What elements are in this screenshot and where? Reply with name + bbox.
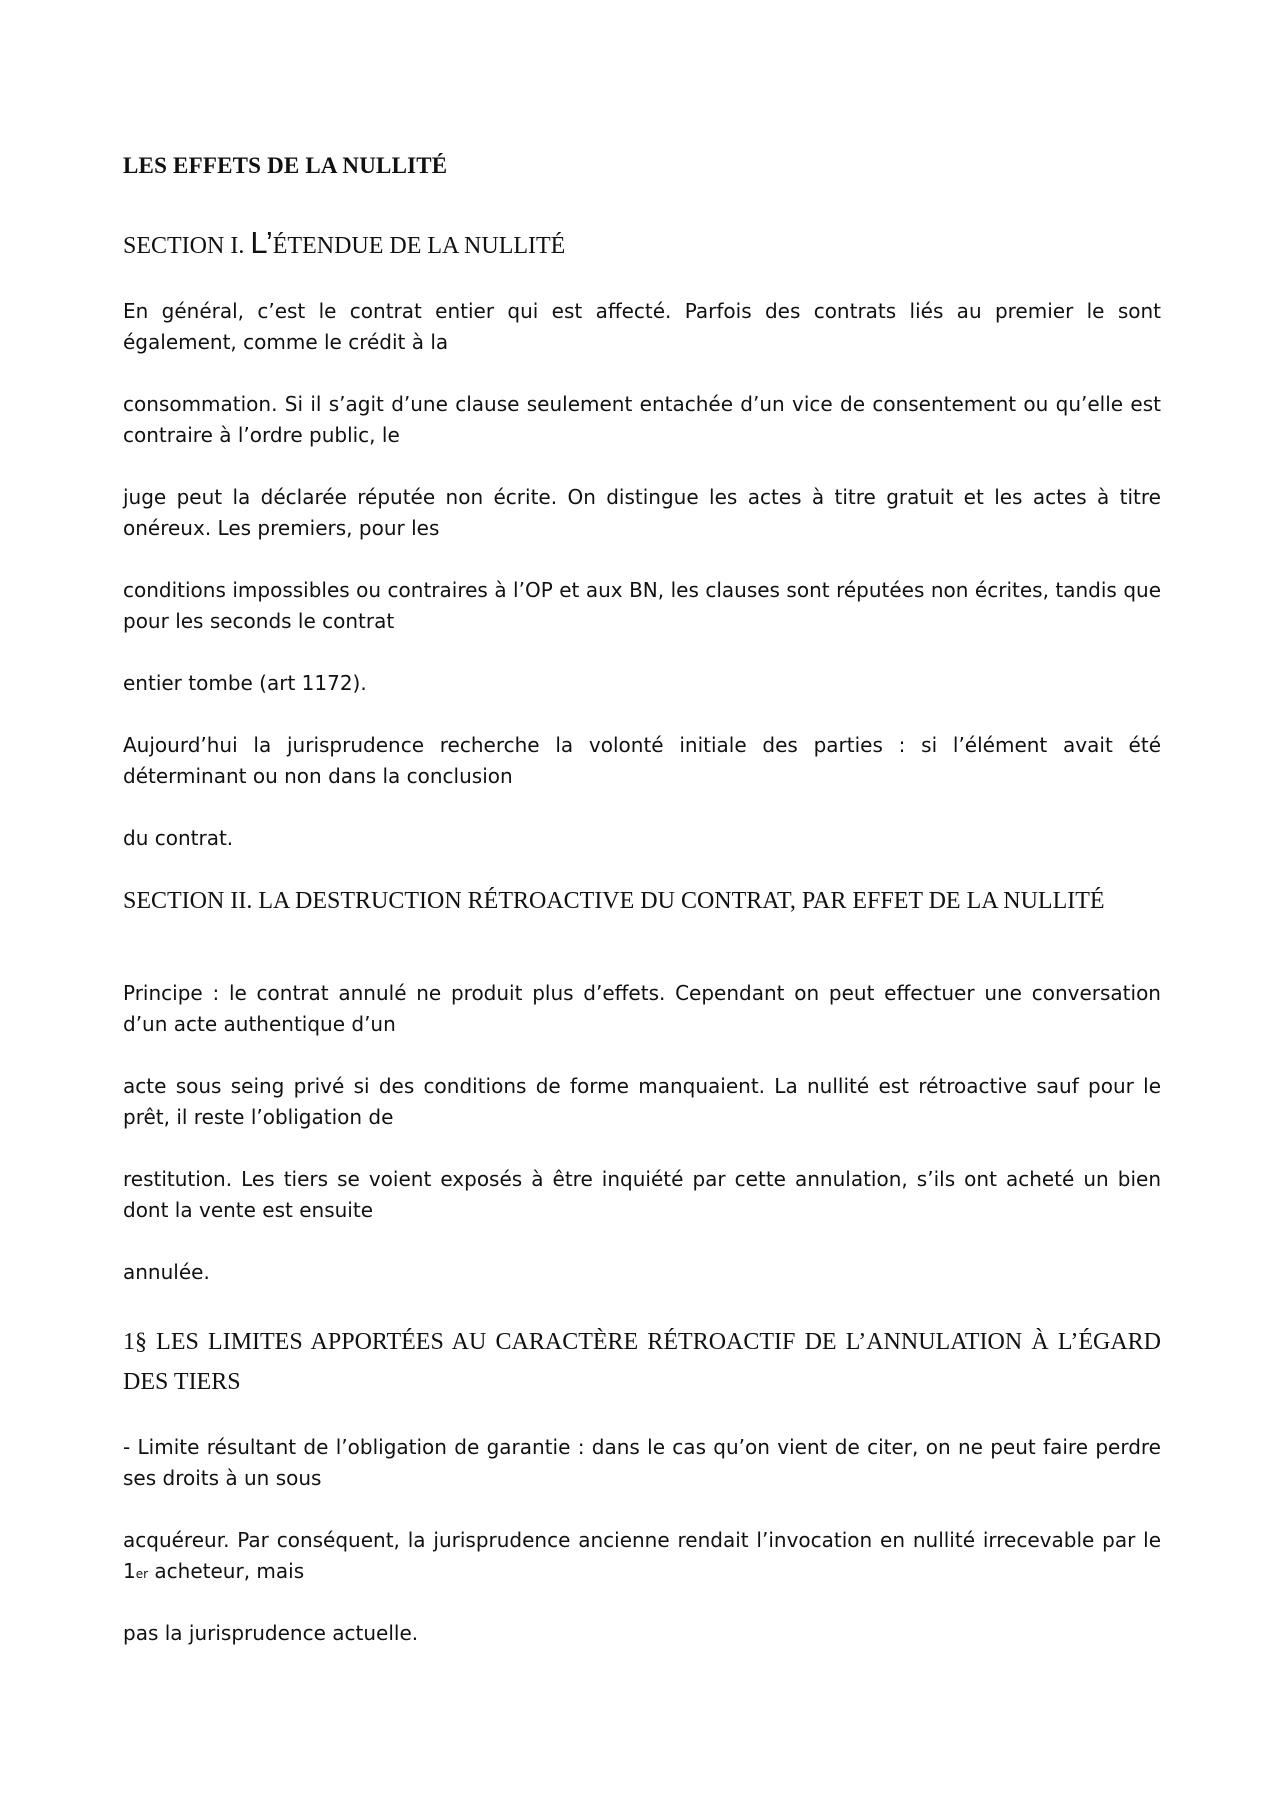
ordinal-suffix: er: [135, 1567, 149, 1581]
paragraph: entier tombe (art 1172).: [123, 671, 367, 695]
paragraph: acte sous seing privé si des conditions de forme manquaient. La nullité est rétroactive sauf pour le prêt, il reste l’obligation de: [123, 1074, 1161, 1129]
paragraph: restitution. Les tiers se voient exposés à être inquiété par cette annulation, s’ils ont acheté un bien dont la vente est ensuite: [123, 1167, 1161, 1222]
paragraph-with-superscript: [123, 1525, 1161, 1590]
section-1-prefix: SECTION I.: [123, 233, 251, 259]
section-1-big-letter: L’: [250, 225, 273, 260]
section-1-heading: [123, 225, 1161, 261]
paragraph: conditions impossibles ou contraires à l’OP et aux BN, les clauses sont réputées non écrites, tandis que pour les seconds le contrat: [123, 578, 1161, 633]
paragraph: consommation. Si il s’agit d’une clause seulement entachée d’un vice de consentement ou qu’elle est contraire à l’ordre public, le: [123, 392, 1161, 447]
paragraph: En général, c’est le contrat entier qui est affecté. Parfois des contrats liés au premier le sont également, comme le crédit à la: [123, 299, 1161, 354]
paragraph: - Limite résultant de l’obligation de garantie : dans le cas qu’on vient de citer, on ne peut faire perdre ses droits à un sous: [123, 1435, 1161, 1490]
subsection-1-heading: 1§ LES LIMITES APPORTÉES AU CARACTÈRE RÉTROACTIF DE L’ANNULATION À L’ÉGARD DES TIERS: [123, 1329, 1161, 1395]
document-title: LES EFFETS DE LA NULLITÉ: [123, 153, 448, 178]
section-1-rest: ÉTENDUE DE LA NULLITÉ: [272, 233, 566, 259]
paragraph: pas la jurisprudence actuelle.: [123, 1621, 419, 1645]
paragraph: Aujourd’hui la jurisprudence recherche la volonté initiale des parties : si l’élément avait été déterminant ou non dans la conclusion: [123, 733, 1161, 788]
paragraph-text-after: acheteur, mais: [148, 1559, 305, 1583]
section-2-heading: SECTION II. LA DESTRUCTION RÉTROACTIVE DU CONTRAT, PAR EFFET DE LA NULLITÉ: [123, 888, 1105, 914]
paragraph: juge peut la déclarée réputée non écrite. On distingue les actes à titre gratuit et les actes à titre onéreux. Les premiers, pour les: [123, 485, 1161, 540]
paragraph: du contrat.: [123, 826, 234, 850]
paragraph: annulée.: [123, 1260, 210, 1284]
paragraph-text-before: acquéreur. Par conséquent, la jurisprudence ancienne rendait l’invocation en nullité irrecevable par le 1: [123, 1528, 1161, 1583]
paragraph: Principe : le contrat annulé ne produit plus d’effets. Cependant on peut effectuer une conversation d’un acte authentique d’un: [123, 981, 1161, 1036]
